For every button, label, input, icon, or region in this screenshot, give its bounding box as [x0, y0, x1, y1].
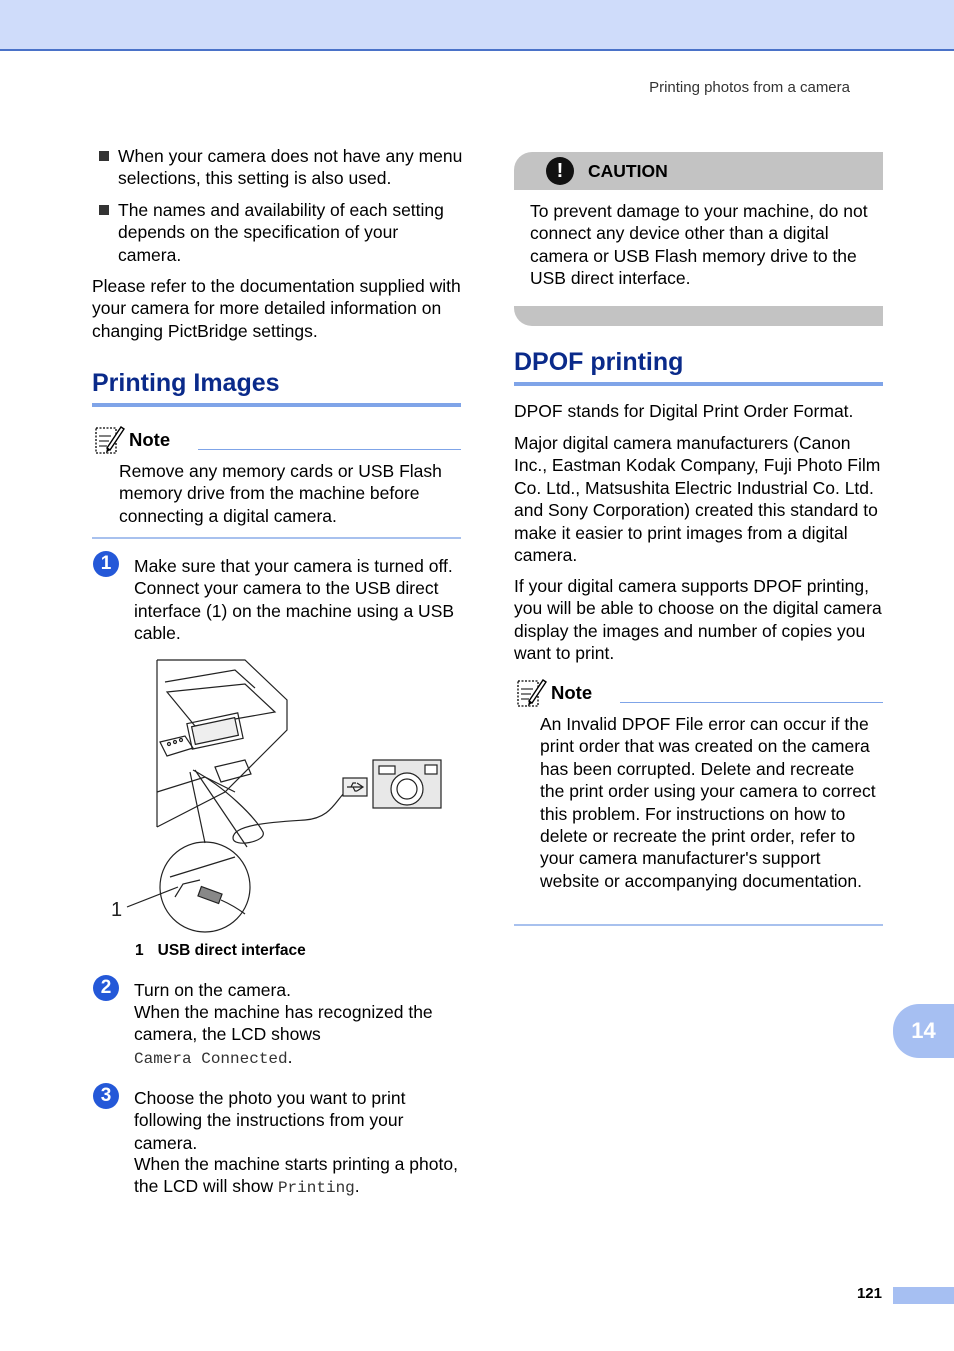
- step-2-text-b: When the machine has recognized the camera, the LCD shows: [134, 1002, 433, 1045]
- lcd-message: Camera Connected: [134, 1050, 288, 1068]
- bullet-item: [99, 199, 464, 266]
- caption-text: USB direct interface: [157, 942, 306, 959]
- note-bottom-rule: [92, 537, 461, 539]
- dpof-paragraph-3: If your digital camera supports DPOF printing, you will be able to choose on the digital camera display the images and number of copies you want to print.: [514, 576, 882, 664]
- section-rule: [92, 403, 461, 407]
- note-bottom-rule: [514, 924, 883, 926]
- dpof-paragraph-1: DPOF stands for Digital Print Order Format.: [514, 401, 854, 421]
- bullet-item: [99, 145, 464, 190]
- step-3-text-b: When the machine starts printing a photo, the LCD will show Printing.: [134, 1154, 458, 1198]
- note-text: Remove any memory cards or USB Flash memory drive from the machine before connecting a digital camera.: [119, 461, 442, 526]
- step-number-1: 1: [93, 551, 119, 577]
- page-number-bar: [893, 1287, 954, 1304]
- exclamation-icon: !: [546, 157, 574, 185]
- caption-number: 1: [135, 942, 144, 959]
- section-rule: [514, 382, 883, 386]
- caution-header: [514, 152, 883, 190]
- bullet-square: [99, 151, 109, 161]
- step-2-lcd-line: Camera Connected.: [134, 1047, 293, 1068]
- page-number: 121: [856, 1285, 882, 1302]
- step-1-text: Make sure that your camera is turned off. Connect your camera to the USB direct interface (1) on the machine using a USB cable.: [134, 556, 455, 644]
- figure-callout-1: 1: [111, 899, 123, 921]
- caution-footer: [514, 306, 883, 326]
- note-label: Note: [129, 429, 171, 450]
- usb-connection-illustration: [105, 652, 450, 942]
- note-pencil-icon: [95, 424, 125, 456]
- step-number-3: 3: [93, 1083, 119, 1109]
- note-header: [95, 424, 170, 456]
- caution-text: To prevent damage to your machine, do not connect any device other than a digital camera or USB Flash memory drive to the USB direct interface.: [530, 201, 868, 289]
- dpof-paragraph-2: Major digital camera manufacturers (Canon Inc., Eastman Kodak Company, Fuji Photo Film Co. Ltd., Matsushita Electric Industrial Co. Ltd. and Sony Corporation) created this standard to make it easier to print images from a digital camera.: [514, 433, 881, 566]
- bullet-text: When your camera does not have any menu selections, this setting is also used.: [118, 146, 463, 189]
- running-head: Printing photos from a camera: [649, 79, 850, 96]
- step-3-text-a: Choose the photo you want to print following the instructions from your camera.: [134, 1088, 406, 1153]
- step-number-2: 2: [93, 975, 119, 1001]
- note-header: [517, 677, 592, 709]
- dpof-note-text: An Invalid DPOF File error can occur if the print order that was created on the camera has been corrupted. Delete and recreate the print order using your camera to correct this problem. For instructions on how to delete or recreate the print order, refer to your camera manufacturer's support website or accompanying documentation.: [540, 714, 876, 891]
- section-title-dpof: DPOF printing: [514, 348, 684, 376]
- figure-caption: [135, 942, 306, 960]
- note-label: Note: [551, 682, 593, 703]
- bullet-square: [99, 205, 109, 215]
- intro-paragraph: Please refer to the documentation supplied with your camera for more detailed information on changing PictBridge settings.: [92, 276, 461, 341]
- bullet-text: The names and availability of each setting depends on the specification of your camera.: [118, 200, 444, 265]
- step-2-text-a: Turn on the camera.: [134, 980, 291, 1000]
- section-title-printing-images: Printing Images: [92, 369, 280, 397]
- chapter-tab: 14: [893, 1004, 954, 1058]
- note-divider: [198, 449, 461, 450]
- lcd-message: Printing: [277, 1179, 355, 1198]
- note-divider: [620, 702, 883, 703]
- caution-label: CAUTION: [588, 161, 668, 181]
- top-banner: [0, 0, 954, 51]
- note-pencil-icon: [517, 677, 547, 709]
